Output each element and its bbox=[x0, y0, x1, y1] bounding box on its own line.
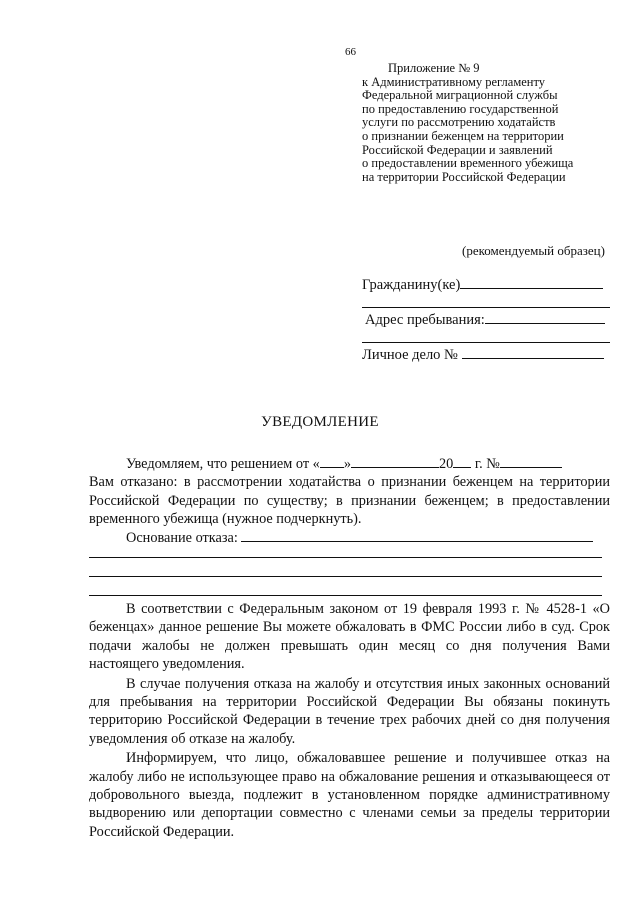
appendix-line: Российской Федерации и заявлений bbox=[362, 142, 553, 157]
address-label: Адрес пребывания: bbox=[365, 312, 485, 328]
paragraph-deportation: Информируем, что лицо, обжаловавшее решение и получившее отказ на жалобу либо не использующее право на обжалование решения и отказывающееся от добровольного выезда, подлежит в установленном порядке административному выдворению или депортации совместно с членами семьи за пределы территории Российской Федерации. bbox=[89, 750, 610, 840]
decision-day-blank bbox=[320, 455, 344, 468]
citizen-line bbox=[362, 276, 603, 294]
refusal-text: Вам отказано: в рассмотрении ходатайства о признании беженцем на территории Российской Федерации по существу; в признании беженцем; в предоставлении временного убежища (нужное подчеркнуть). bbox=[89, 474, 610, 528]
citizen-label: Гражданину(ке) bbox=[362, 277, 461, 293]
appendix-title: Приложение № 9 bbox=[388, 61, 480, 75]
appendix-line: о признании беженцем на территории bbox=[362, 128, 564, 143]
address-line bbox=[365, 311, 605, 329]
decision-year-blank bbox=[453, 455, 471, 468]
basis-label: Основание отказа: bbox=[126, 529, 238, 546]
decision-month-blank bbox=[351, 455, 439, 468]
appendix-header bbox=[362, 62, 612, 184]
basis-line bbox=[89, 529, 610, 547]
appendix-line: Федеральной миграционной службы bbox=[362, 88, 558, 103]
basis-extra-line bbox=[89, 557, 602, 558]
appeal-paragraphs bbox=[89, 600, 610, 841]
appendix-line: на территории Российской Федерации bbox=[362, 169, 566, 184]
notice-title: УВЕДОМЛЕНИЕ bbox=[261, 414, 379, 430]
decision-quote-close: » bbox=[343, 456, 351, 472]
decision-prefix: Уведомляем, что решением от « bbox=[126, 456, 320, 472]
basis-blank bbox=[241, 529, 593, 542]
paragraph-leave-territory: В случае получения отказа на жалобу и отсутствия иных законных оснований для пребывания на территории Российской Федерации Вы обязаны покинуть территорию Российской Федерации в течение трех рабочих дней со дня получения уведомления об отказе на жалобу. bbox=[89, 675, 610, 747]
decision-number-label: г. № bbox=[474, 456, 500, 472]
decision-block bbox=[89, 455, 610, 547]
page-number: 66 bbox=[345, 46, 356, 58]
decision-line bbox=[89, 455, 610, 473]
file-blank bbox=[462, 346, 604, 359]
paragraph-appeal-rights: В соответствии с Федеральным законом от 19 февраля 1993 г. № 4528-1 «О беженцах» данное решение Вы можете обжаловать в ФМС России либо в суд. Срок подачи жалобы не должен превышать один месяц со дня получения Вами настоящего уведомления. bbox=[89, 601, 610, 673]
decision-year: 20 bbox=[438, 456, 454, 472]
appendix-line: по предоставлению государственной bbox=[362, 101, 559, 116]
address-extra-line bbox=[362, 342, 610, 343]
basis-extra-line bbox=[89, 576, 602, 577]
citizen-extra-line bbox=[362, 307, 610, 308]
decision-number-blank bbox=[500, 455, 562, 468]
sample-note: (рекомендуемый образец) bbox=[462, 243, 605, 258]
appendix-line: услуги по рассмотрению ходатайств bbox=[362, 115, 556, 130]
file-label: Личное дело № bbox=[362, 347, 458, 363]
appendix-line: о предоставлении временного убежища bbox=[362, 156, 574, 171]
file-line bbox=[362, 346, 604, 364]
appendix-line: к Административному регламенту bbox=[362, 74, 546, 89]
citizen-blank bbox=[460, 276, 603, 289]
basis-extra-line bbox=[89, 595, 602, 596]
address-blank bbox=[485, 311, 605, 324]
